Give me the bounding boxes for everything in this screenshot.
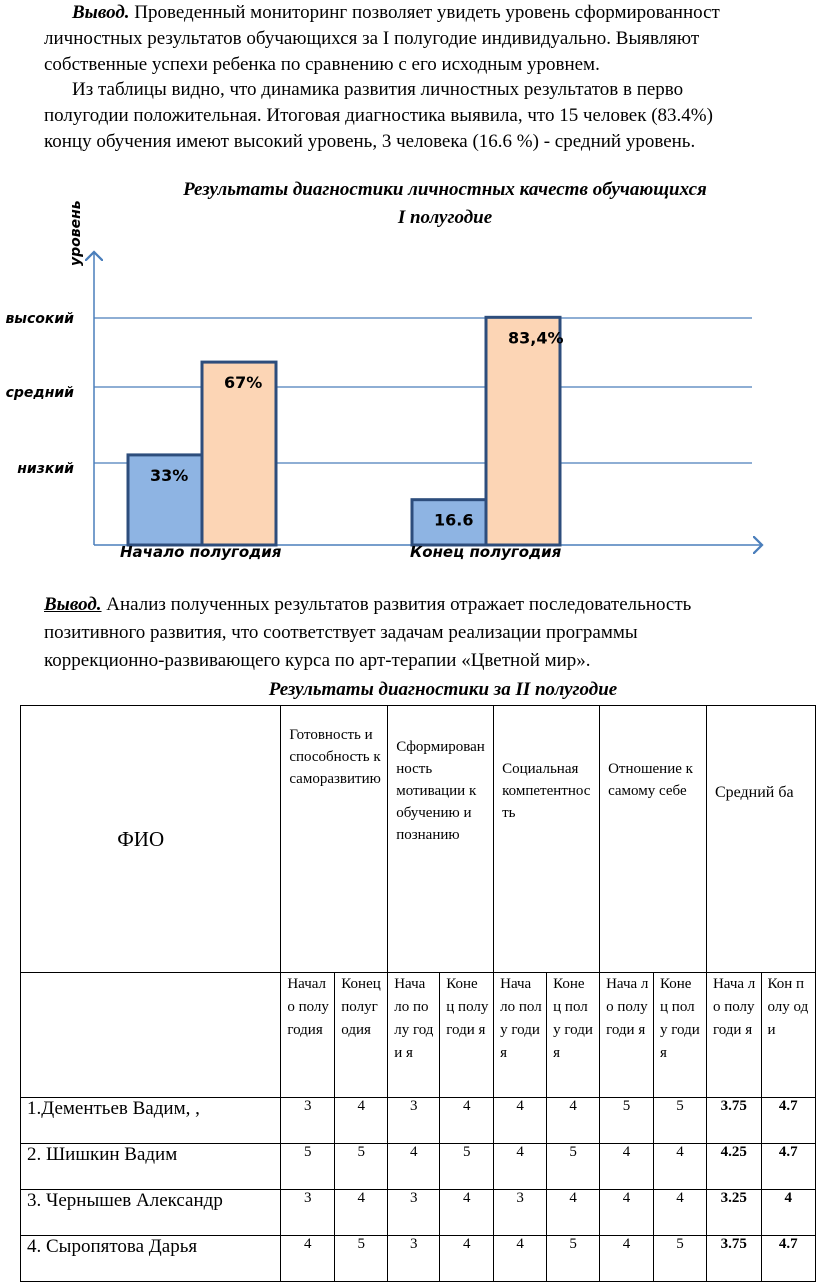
score-cell: 4 — [600, 1144, 654, 1190]
subheader-start: Нача ло полу годи я — [494, 973, 547, 1098]
average-score-cell: 4.7 — [761, 1236, 816, 1282]
score-cell: 5 — [281, 1144, 335, 1190]
score-cell: 5 — [654, 1098, 707, 1144]
score-cell: 4 — [654, 1190, 707, 1236]
score-cell: 4 — [600, 1236, 654, 1282]
score-cell: 3 — [281, 1190, 335, 1236]
score-cell: 4 — [388, 1144, 440, 1190]
subheader-start: Нача ло полу годи я — [706, 973, 761, 1098]
category-header: Отношение к самому себе — [600, 706, 707, 973]
subheader-start: Начало полугодия — [281, 973, 335, 1098]
subheader-end: Коне ц полу годи я — [547, 973, 600, 1098]
score-cell: 4 — [654, 1144, 707, 1190]
results-table — [20, 705, 816, 1282]
paragraph-line: позитивного развития, что соответствует задачам реализации программы — [44, 622, 638, 643]
table-row — [21, 1190, 816, 1236]
average-score-cell: 4.7 — [761, 1098, 816, 1144]
category-label: Начало полугодия — [120, 543, 282, 560]
bar — [486, 317, 560, 545]
category-header: Сформированность мотивации к обучению и познанию — [388, 706, 494, 973]
subheader-start: Нача ло полу годи я — [388, 973, 440, 1098]
score-cell: 4 — [335, 1190, 388, 1236]
bar-chart — [0, 200, 816, 560]
paragraph-line: собственные успехи ребенка по сравнению с его исходным уровнем. — [44, 54, 600, 75]
score-cell: 5 — [654, 1236, 707, 1282]
score-cell: 3 — [388, 1236, 440, 1282]
bar-value-label: 83,4% — [508, 328, 564, 348]
conclusion-title: Вывод. — [72, 2, 130, 23]
paragraph-line: полугодии положительная. Итоговая диагностика выявила, что 15 человек (83.4%) — [44, 105, 713, 126]
category-label: Конец полугодия — [410, 543, 562, 560]
subheader-end: Коне ц полу годи я — [440, 973, 494, 1098]
score-cell: 3 — [281, 1098, 335, 1144]
chart-gridlines — [94, 318, 752, 463]
level-labels — [5, 311, 74, 477]
score-cell: 3 — [388, 1190, 440, 1236]
score-cell: 4 — [335, 1098, 388, 1144]
score-cell: 3 — [388, 1098, 440, 1144]
table-row — [21, 1144, 816, 1190]
category-header: Средний ба — [706, 706, 815, 973]
y-axis-label: уровень — [68, 200, 84, 266]
score-cell: 5 — [440, 1144, 494, 1190]
conclusion-title: Вывод. — [44, 594, 102, 615]
score-cell: 3 — [494, 1190, 547, 1236]
score-cell: 4 — [494, 1144, 547, 1190]
subheader-start: Нача ло полу годи я — [600, 973, 654, 1098]
score-cell: 4 — [440, 1098, 494, 1144]
fio-header: ФИО — [21, 706, 281, 973]
score-cell: 4 — [600, 1190, 654, 1236]
score-cell: 4 — [494, 1236, 547, 1282]
average-score-cell: 4 — [761, 1190, 816, 1236]
average-score-cell: 4.25 — [706, 1144, 761, 1190]
table-title: Результаты диагностики за II полугодие — [268, 679, 618, 700]
score-cell: 5 — [600, 1098, 654, 1144]
paragraph-line: личностных результатов обучающихся за I полугодие индивидуально. Выявляют — [44, 28, 700, 49]
level-label: низкий — [17, 461, 74, 477]
score-cell: 4 — [494, 1098, 547, 1144]
score-cell: 5 — [335, 1236, 388, 1282]
average-score-cell: 3.75 — [706, 1098, 761, 1144]
bar-value-label: 16.6 — [434, 510, 474, 530]
paragraph-line: Анализ полученных результатов развития отражает последовательность — [101, 594, 692, 615]
paragraph-line: концу обучения имеют высокий уровень, 3 человека (16.6 %) - средний уровень. — [44, 131, 696, 152]
subheader-end: Конец полугодия — [335, 973, 388, 1098]
conclusion-paragraph-1 — [44, 0, 816, 78]
chart-title-line-2: I полугодие — [397, 207, 493, 228]
chart-title-line-1: Результаты диагностики личностных качеств обучающихся — [183, 179, 707, 200]
level-label: высокий — [5, 311, 74, 327]
score-cell: 4 — [281, 1236, 335, 1282]
analysis-paragraph — [44, 77, 816, 155]
paragraph-line: Из таблицы видно, что динамика развития личностных результатов в перво — [72, 79, 684, 100]
chart-bars — [128, 317, 560, 545]
score-cell: 5 — [547, 1236, 600, 1282]
table-subheader-row — [21, 973, 816, 1098]
score-cell: 4 — [440, 1236, 494, 1282]
student-name: 2. Шишкин Вадим — [21, 1144, 281, 1190]
student-name: 3. Чернышев Александр — [21, 1190, 281, 1236]
category-header: Социальная компетентность — [494, 706, 600, 973]
level-label: средний — [5, 385, 74, 401]
bar-value-label: 67% — [224, 373, 263, 393]
paragraph-line: коррекционно-развивающего курса по арт-терапии «Цветной мир». — [44, 650, 591, 671]
score-cell: 4 — [547, 1098, 600, 1144]
score-cell: 5 — [335, 1144, 388, 1190]
category-header: Готовность и способность к саморазвитию — [281, 706, 388, 973]
subheader-end: Коне ц полу годи я — [654, 973, 707, 1098]
score-cell: 4 — [547, 1190, 600, 1236]
conclusion-paragraph-2 — [44, 591, 816, 675]
paragraph-line: Проведенный мониторинг позволяет увидеть уровень сформированност — [129, 2, 720, 23]
score-cell: 4 — [440, 1190, 494, 1236]
subheader-end: Кон полу оди — [761, 973, 816, 1098]
student-name: 1.Дементьев Вадим, , — [21, 1098, 281, 1144]
average-score-cell: 3.25 — [706, 1190, 761, 1236]
table-row — [21, 1236, 816, 1282]
table-header-row — [21, 706, 816, 973]
score-cell: 5 — [547, 1144, 600, 1190]
bar-value-label: 33% — [150, 465, 189, 485]
table-row — [21, 1098, 816, 1144]
average-score-cell: 4.7 — [761, 1144, 816, 1190]
average-score-cell: 3.75 — [706, 1236, 761, 1282]
student-name: 4. Сыропятова Дарья — [21, 1236, 281, 1282]
